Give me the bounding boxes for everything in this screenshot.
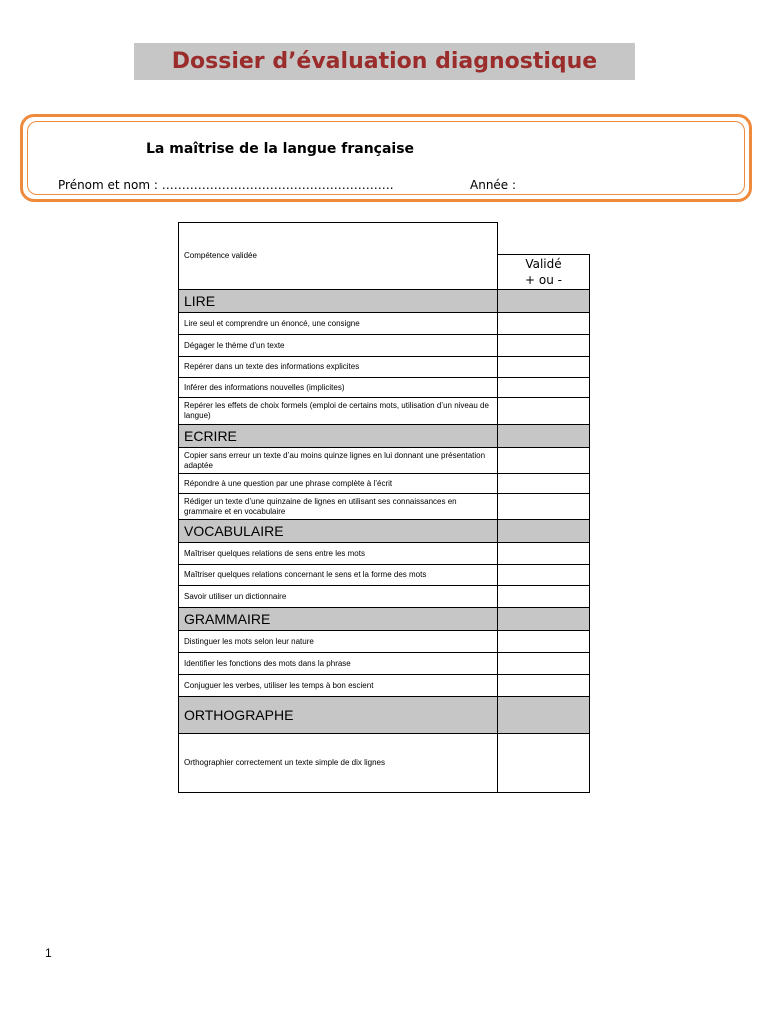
student-info-inner-border [27, 121, 745, 195]
validation-cell[interactable] [497, 397, 590, 425]
competence-item: Dégager le thème d’un texte [178, 334, 498, 357]
section-header: VOCABULAIRE [178, 519, 498, 543]
validation-header-line1: Validé [525, 257, 562, 271]
section-header: LIRE [178, 289, 498, 313]
validation-cell[interactable] [497, 334, 590, 357]
document-title-bar [134, 43, 635, 80]
document-title: Dossier d’évaluation diagnostique [171, 49, 598, 74]
competence-item: Copier sans erreur un texte d’au moins quinze lignes en lui donnant une présentation adaptée [178, 447, 498, 474]
section-header: ORTHOGRAPHE [178, 696, 498, 734]
section-validation-cell [497, 607, 590, 631]
section-validation-cell [497, 289, 590, 313]
section-header: GRAMMAIRE [178, 607, 498, 631]
competence-item: Conjuguer les verbes, utiliser les temps à bon escient [178, 674, 498, 697]
section-validation-cell [497, 519, 590, 543]
validation-cell[interactable] [497, 733, 590, 793]
subject-title: La maîtrise de la langue française [146, 141, 415, 157]
competence-item: Identifier les fonctions des mots dans la phrase [178, 652, 498, 675]
validation-header-line2: + ou - [525, 273, 562, 287]
validation-cell[interactable] [497, 312, 590, 335]
section-header: ECRIRE [178, 424, 498, 448]
competence-item: Maîtriser quelques relations de sens entre les mots [178, 542, 498, 565]
name-field-label: Prénom et nom : …………………………………………………. [58, 178, 394, 192]
competence-item: Lire seul et comprendre un énoncé, une consigne [178, 312, 498, 335]
validation-cell[interactable] [497, 473, 590, 494]
competence-item: Orthographier correctement un texte simple de dix lignes [178, 733, 498, 793]
competence-item: Savoir utiliser un dictionnaire [178, 585, 498, 608]
student-info-box [20, 114, 752, 202]
competence-item: Rédiger un texte d’une quinzaine de lignes en utilisant ses connaissances en grammaire et en vocabulaire [178, 493, 498, 520]
competence-item: Inférer des informations nouvelles (implicites) [178, 377, 498, 398]
validation-cell[interactable] [497, 564, 590, 586]
validation-cell[interactable] [497, 585, 590, 608]
validation-cell[interactable] [497, 447, 590, 474]
table-header-label: Compétence validée [178, 222, 498, 290]
competence-table [178, 222, 590, 790]
competence-item: Maîtriser quelques relations concernant le sens et la forme des mots [178, 564, 498, 586]
competence-item: Repérer les effets de choix formels (emploi de certains mots, utilisation d’un niveau de langue) [178, 397, 498, 425]
section-validation-cell [497, 696, 590, 734]
validation-column-header [497, 254, 590, 290]
validation-cell[interactable] [497, 542, 590, 565]
competence-item: Répondre à une question par une phrase complète à l’écrit [178, 473, 498, 494]
validation-cell[interactable] [497, 674, 590, 697]
validation-cell[interactable] [497, 377, 590, 398]
year-field-label: Année : [470, 178, 517, 192]
validation-cell[interactable] [497, 493, 590, 520]
competence-item: Repérer dans un texte des informations explicites [178, 356, 498, 378]
validation-cell[interactable] [497, 356, 590, 378]
validation-cell[interactable] [497, 630, 590, 653]
validation-cell[interactable] [497, 652, 590, 675]
competence-item: Distinguer les mots selon leur nature [178, 630, 498, 653]
page-number: 1 [45, 946, 52, 960]
section-validation-cell [497, 424, 590, 448]
